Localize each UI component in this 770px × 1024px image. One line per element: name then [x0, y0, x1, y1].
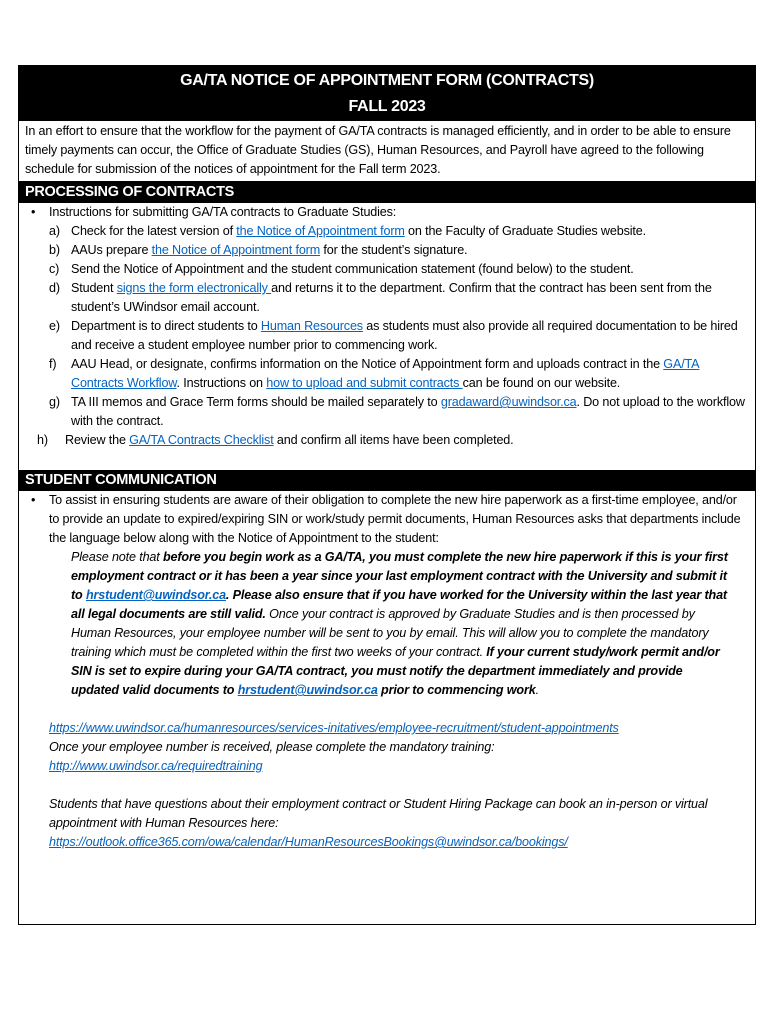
- communication-section: [19, 491, 755, 852]
- hrstudent-email-link[interactable]: hrstudent@uwindsor.ca: [85, 588, 226, 602]
- booking-text: Students that have questions about their employment contract or Student Hiring Package can book an in-person or virtual appointment with Human Resources here:: [49, 797, 708, 830]
- step-g: [49, 393, 747, 431]
- contracts-checklist-link[interactable]: GA/TA Contracts Checklist: [129, 433, 274, 447]
- student-statement: [27, 548, 747, 700]
- bullet-icon: •: [31, 493, 36, 507]
- statement-text: Please note that: [71, 550, 163, 564]
- bullet-item: [27, 491, 747, 548]
- upload-instructions-link[interactable]: how to upload and submit contracts: [266, 376, 463, 390]
- step-marker: f): [49, 357, 57, 371]
- resource-links: [27, 719, 747, 852]
- section-heading-processing: PROCESSING OF CONTRACTS: [19, 182, 755, 203]
- section-heading-communication: STUDENT COMMUNICATION: [19, 470, 755, 491]
- contracts-workflow-link[interactable]: GA/TA Contracts Workflow: [71, 357, 700, 390]
- required-training-url[interactable]: http://www.uwindsor.ca/requiredtraining: [49, 759, 263, 773]
- sign-electronically-link[interactable]: signs the form electronically: [116, 281, 272, 295]
- statement-bold-text: If your current study/work permit and/or SIN is set to expire during your GA/TA contract, you must notify the department immediately and provide updated valid documents to: [71, 645, 720, 697]
- statement-text: Once your contract is approved by Graduate Studies and is then processed by Human Resources, your employee number will be sent to you by email. This will allow you to complete the mandatory training which must be completed within the first two weeks of your contract.: [71, 607, 709, 659]
- title-band: [19, 66, 755, 121]
- hrstudent-email-link[interactable]: hrstudent@uwindsor.ca: [237, 683, 378, 697]
- student-appointments-url[interactable]: https://www.uwindsor.ca/humanresources/services-initatives/employee-recruitment/student-appointments: [49, 721, 619, 735]
- step-marker: a): [49, 224, 60, 238]
- step-text: and returns it to the department. Confirm that the contract has been sent from the student’s UWindsor email account.: [71, 281, 712, 314]
- step-marker: g): [49, 395, 60, 409]
- step-text: . Instructions on: [176, 376, 267, 390]
- step-f: [49, 355, 747, 393]
- step-marker: e): [49, 319, 60, 333]
- step-b: [49, 241, 747, 260]
- training-text: Once your employee number is received, please complete the mandatory training:: [49, 740, 495, 754]
- step-c: [49, 260, 747, 279]
- step-text: TA III memos and Grace Term forms should be mailed separately to: [71, 395, 441, 409]
- step-text: Department is to direct students to: [71, 319, 261, 333]
- step-d: [49, 279, 747, 317]
- step-text: Student: [71, 281, 117, 295]
- bullet-icon: •: [31, 205, 36, 219]
- step-text: Check for the latest version of: [71, 224, 237, 238]
- intro-paragraph: In an effort to ensure that the workflow for the payment of GA/TA contracts is managed efficiently, and in order to be able to ensure timely payments can occur, the Office of Graduate Studies (GS), Human Resources, and Payroll have agreed to the following schedule for submission of the notices of appointment for the Fall term 2023.: [19, 121, 755, 182]
- step-marker: c): [49, 262, 60, 276]
- notice-form-link[interactable]: the Notice of Appointment form: [236, 224, 405, 238]
- processing-section: [19, 203, 755, 470]
- step-h: [37, 431, 747, 450]
- step-marker: b): [49, 243, 60, 257]
- document-title: GA/TA NOTICE OF APPOINTMENT FORM (CONTRACTS): [180, 72, 594, 89]
- statement-text: .: [535, 683, 539, 697]
- bullet-item: [27, 203, 747, 450]
- step-text: . Do not upload to the workflow with the contract.: [71, 395, 745, 428]
- step-marker: h): [37, 433, 48, 447]
- step-text: can be found on our website.: [462, 376, 621, 390]
- communication-lead: To assist in ensuring students are aware of their obligation to complete the new hire paperwork as a first-time employee, and/or to provide an update to expired/expiring SIN or work/study permit documents, Human Resources asks that departments include the language below along with the Notice of Appointment to the student:: [49, 493, 741, 545]
- step-a: [49, 222, 747, 241]
- gradaward-email-link[interactable]: gradaward@uwindsor.ca: [440, 395, 577, 409]
- step-text: as students must also provide all required documentation to be hired and receive a student employee number prior to commencing work.: [71, 319, 738, 352]
- human-resources-link[interactable]: Human Resources: [260, 319, 363, 333]
- statement-bold-text: . Please also ensure that if you have worked for the University within the last year that all legal documents are still valid.: [71, 588, 727, 621]
- step-text: and confirm all items have been completed.: [273, 433, 514, 447]
- step-text: AAUs prepare: [71, 243, 152, 257]
- step-text: AAU Head, or designate, confirms information on the Notice of Appointment form and uploads contract in the: [71, 357, 664, 371]
- step-e: [49, 317, 747, 355]
- step-text: Send the Notice of Appointment and the student communication statement (found below) to the student.: [71, 262, 634, 276]
- statement-bold-text: before you begin work as a GA/TA, you must complete the new hire paperwork if this is your first employment contract or it has been a year since your last employment contract with the University and submit it to: [71, 550, 728, 602]
- form-document: [18, 65, 756, 925]
- step-text: Review the: [65, 433, 130, 447]
- processing-lead: Instructions for submitting GA/TA contracts to Graduate Studies:: [49, 205, 397, 219]
- document-subtitle: FALL 2023: [348, 98, 426, 115]
- step-text: for the student’s signature.: [320, 243, 468, 257]
- step-marker: d): [49, 281, 60, 295]
- statement-bold-text: prior to commencing work: [377, 683, 536, 697]
- step-text: on the Faculty of Graduate Studies website.: [404, 224, 646, 238]
- notice-form-link[interactable]: the Notice of Appointment form: [151, 243, 321, 257]
- hr-bookings-url[interactable]: https://outlook.office365.com/owa/calendar/HumanResourcesBookings@uwindsor.ca/bookings/: [49, 835, 568, 849]
